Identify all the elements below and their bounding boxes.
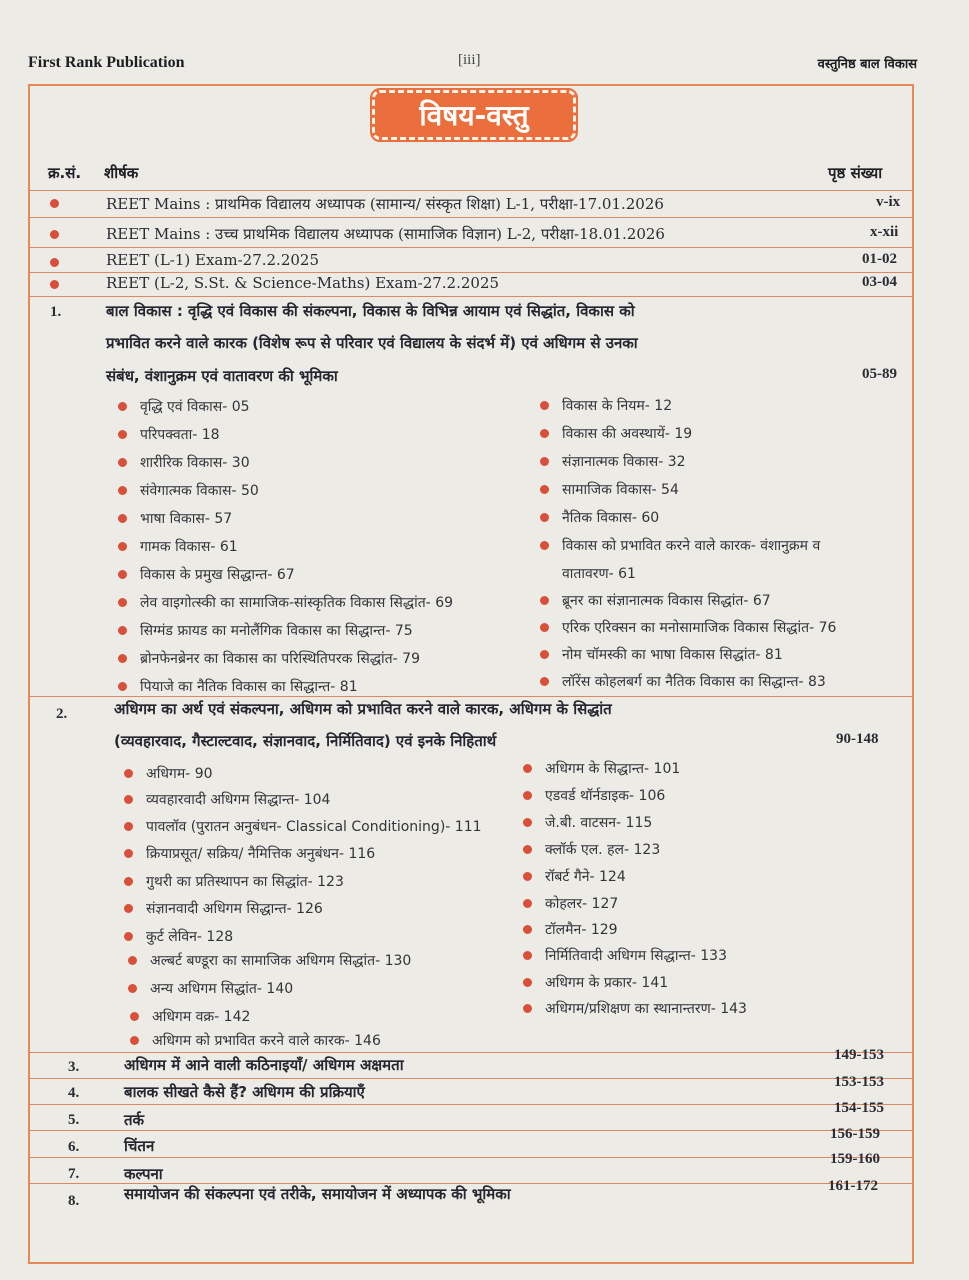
- bullet-icon: [540, 513, 549, 522]
- page-header: [28, 50, 917, 78]
- list-item: ब्रूनर का संज्ञानात्मक विकास सिद्धांत- 67: [562, 591, 771, 610]
- list-item: लॉरेंस कोहलबर्ग का नैतिक विकास का सिद्धान्त- 83: [562, 672, 826, 691]
- bullet-icon: [124, 877, 133, 886]
- list-item: अल्बर्ट बण्डूरा का सामाजिक अधिगम सिद्धांत- 130: [150, 951, 411, 970]
- bullet-icon: [540, 541, 549, 550]
- list-item: व्यवहारवादी अधिगम सिद्धान्त- 104: [146, 790, 330, 809]
- bullet-icon: [124, 904, 133, 913]
- list-item: एडवर्ड थॉर्नडाइक- 106: [545, 786, 665, 805]
- bullet-icon: [118, 458, 127, 467]
- bullet-icon: [118, 402, 127, 411]
- bullet-icon: [523, 845, 532, 854]
- bullet-icon: [523, 818, 532, 827]
- list-item: विकास के प्रमुख सिद्धान्त- 67: [140, 565, 295, 584]
- list-item: कोहलर- 127: [545, 894, 618, 913]
- chapter-title-line: प्रभावित करने वाले कारक (विशेष रूप से परिवार एवं विद्यालय के संदर्भ में) एवं अधिगम से उनका: [106, 334, 638, 352]
- list-item-continuation: वातावरण- 61: [562, 566, 636, 582]
- publisher-name: First Rank Publication: [28, 54, 185, 71]
- exam-title: REET Mains : प्राथमिक विद्यालय अध्यापक (सामान्य/ संस्कृत शिक्षा) L-1, परीक्षा-17.01.2026: [106, 195, 664, 213]
- list-item: पावलॉव (पुरातन अनुबंधन- Classical Conditioning)- 111: [146, 817, 482, 836]
- exam-page: x-xii: [870, 224, 899, 240]
- chapter-number: 1.: [50, 304, 62, 320]
- list-item: अधिगम के सिद्धान्त- 101: [545, 759, 680, 778]
- bullet-icon: [118, 598, 127, 607]
- bullet-icon: [124, 822, 133, 831]
- bullet-icon: [130, 1036, 139, 1045]
- bullet-icon: [128, 984, 137, 993]
- bullet-icon: [118, 626, 127, 635]
- bullet-icon: [118, 654, 127, 663]
- chapter-number: 4.: [68, 1085, 80, 1101]
- chapter-title-line: अधिगम का अर्थ एवं संकल्पना, अधिगम को प्रभावित करने वाले कारक, अधिगम के सिद्धांत: [114, 700, 612, 718]
- bullet-icon: [124, 849, 133, 858]
- list-item: संवेगात्मक विकास- 50: [140, 481, 259, 500]
- chapter-page: 149-153: [834, 1047, 884, 1063]
- list-item: वृद्धि एवं विकास- 05: [140, 397, 250, 416]
- list-item: विकास के नियम- 12: [562, 396, 672, 415]
- divider: [30, 1157, 914, 1158]
- list-item: सिग्मंड फ्रायड का मनोलैंगिक विकास का सिद्धान्त- 75: [140, 621, 413, 640]
- chapter-page: 159-160: [830, 1151, 880, 1167]
- list-item: गामक विकास- 61: [140, 537, 238, 556]
- list-item: अधिगम के प्रकार- 141: [545, 973, 668, 992]
- list-item: अधिगम को प्रभावित करने वाले कारक- 146: [152, 1031, 381, 1050]
- bullet-icon: [540, 429, 549, 438]
- chapter-page: 90-148: [836, 731, 879, 747]
- divider: [30, 1130, 914, 1131]
- chapter-page: 153-153: [834, 1074, 884, 1090]
- list-item: पियाजे का नैतिक विकास का सिद्धान्त- 81: [140, 677, 358, 696]
- bullet-icon: [50, 280, 59, 289]
- list-item: संज्ञानवादी अधिगम सिद्धान्त- 126: [146, 899, 323, 918]
- list-item: संज्ञानात्मक विकास- 32: [562, 452, 686, 471]
- chapter-title-line: बाल विकास : वृद्धि एवं विकास की संकल्पना, विकास के विभिन्न आयाम एवं सिद्धांत, विकास को: [106, 302, 635, 320]
- bullet-icon: [118, 430, 127, 439]
- page-number: [iii]: [458, 52, 481, 68]
- exam-page: 03-04: [862, 274, 897, 290]
- list-item: क्रियाप्रसूत/ सक्रिय/ नैमित्तिक अनुबंधन- 116: [146, 844, 375, 863]
- list-item: जे.बी. वाटसन- 115: [545, 813, 652, 832]
- bullet-icon: [540, 596, 549, 605]
- bullet-icon: [523, 978, 532, 987]
- chapter-page: 154-155: [834, 1100, 884, 1116]
- chapter-number: 3.: [68, 1059, 80, 1075]
- column-topic: शीर्षक: [104, 164, 139, 182]
- chapter-page: 05-89: [862, 366, 897, 382]
- bullet-icon: [540, 485, 549, 494]
- chapter-title: समायोजन की संकल्पना एवं तरीके, समायोजन में अध्यापक की भूमिका: [124, 1185, 511, 1203]
- exam-page: 01-02: [862, 251, 897, 267]
- bullet-icon: [523, 899, 532, 908]
- exam-title: REET (L-2, S.St. & Science-Maths) Exam-27.2.2025: [106, 274, 500, 292]
- bullet-icon: [540, 650, 549, 659]
- bullet-icon: [124, 795, 133, 804]
- divider: [30, 1052, 914, 1053]
- divider: [30, 247, 914, 248]
- bullet-icon: [50, 258, 59, 267]
- bullet-icon: [523, 791, 532, 800]
- chapter-number: 5.: [68, 1112, 80, 1128]
- list-item: निर्मितिवादी अधिगम सिद्धान्त- 133: [545, 946, 727, 965]
- exam-page: v-ix: [876, 194, 901, 210]
- chapter-title-line: संबंध, वंशानुक्रम एवं वातावरण की भूमिका: [106, 367, 338, 385]
- list-item: भाषा विकास- 57: [140, 509, 232, 528]
- bullet-icon: [130, 1012, 139, 1021]
- column-sno: क्र.सं.: [48, 164, 82, 182]
- bullet-icon: [118, 542, 127, 551]
- divider: [30, 696, 914, 697]
- list-item: रॉबर्ट गैने- 124: [545, 867, 626, 886]
- bullet-icon: [128, 956, 137, 965]
- chapter-title: अधिगम में आने वाली कठिनाइयाँ/ अधिगम अक्षमता: [124, 1056, 404, 1074]
- divider: [30, 1104, 914, 1105]
- column-page: पृष्ठ संख्या: [828, 164, 883, 182]
- list-item: गुथरी का प्रतिस्थापन का सिद्धांत- 123: [146, 872, 344, 891]
- bullet-icon: [523, 764, 532, 773]
- bullet-icon: [523, 925, 532, 934]
- list-item: कुर्ट लेविन- 128: [146, 927, 233, 946]
- divider: [30, 272, 914, 273]
- chapter-page: 161-172: [828, 1178, 878, 1194]
- divider: [30, 190, 914, 191]
- bullet-icon: [124, 932, 133, 941]
- bullet-icon: [540, 457, 549, 466]
- list-item: टॉलमैन- 129: [545, 920, 618, 939]
- bullet-icon: [118, 514, 127, 523]
- bullet-icon: [523, 951, 532, 960]
- chapter-page: 156-159: [830, 1126, 880, 1142]
- bullet-icon: [523, 1004, 532, 1013]
- list-item: परिपक्वता- 18: [140, 425, 220, 444]
- exam-title: REET Mains : उच्च प्राथमिक विद्यालय अध्यापक (सामाजिक विज्ञान) L-2, परीक्षा-18.01.2026: [106, 225, 665, 243]
- bullet-icon: [124, 769, 133, 778]
- bullet-icon: [540, 623, 549, 632]
- bullet-icon: [50, 230, 59, 239]
- chapter-number: 6.: [68, 1139, 80, 1155]
- list-item: शारीरिक विकास- 30: [140, 453, 250, 472]
- bullet-icon: [50, 199, 59, 208]
- chapter-number: 7.: [68, 1166, 80, 1182]
- bullet-icon: [118, 486, 127, 495]
- bullet-icon: [540, 677, 549, 686]
- chapter-number: 2.: [56, 706, 68, 722]
- bullet-icon: [118, 682, 127, 691]
- chapter-title-line: (व्यवहारवाद, गैस्टाल्टवाद, संज्ञानवाद, निर्मितिवाद) एवं इनके निहितार्थ: [114, 732, 497, 750]
- chapter-title: कल्पना: [124, 1165, 163, 1183]
- divider: [30, 1078, 914, 1079]
- chapter-title: चिंतन: [124, 1137, 155, 1155]
- bullet-icon: [523, 872, 532, 881]
- list-item: नोम चॉमस्की का भाषा विकास सिद्धांत- 81: [562, 645, 783, 664]
- list-item: अधिगम- 90: [146, 764, 213, 783]
- divider: [30, 217, 914, 218]
- list-item: क्लॉर्क एल. हल- 123: [545, 840, 660, 859]
- book-title: वस्तुनिष्ठ बाल विकास: [817, 57, 917, 72]
- chapter-title: बालक सीखते कैसे हैं? अधिगम की प्रक्रियाएँ: [124, 1083, 365, 1101]
- contents-title: विषय-वस्तु: [372, 90, 576, 140]
- list-item: अधिगम/प्रशिक्षण का स्थानान्तरण- 143: [545, 999, 747, 1018]
- exam-title: REET (L-1) Exam-27.2.2025: [106, 251, 319, 269]
- bullet-icon: [118, 570, 127, 579]
- list-item: नैतिक विकास- 60: [562, 508, 659, 527]
- bullet-icon: [540, 401, 549, 410]
- chapter-title: तर्क: [124, 1111, 145, 1129]
- list-item: विकास को प्रभावित करने वाले कारक- वंशानुक्रम व: [562, 536, 820, 555]
- list-item: सामाजिक विकास- 54: [562, 480, 679, 499]
- divider: [30, 296, 914, 297]
- list-item: ब्रोनफेनब्रेनर का विकास का परिस्थितिपरक सिद्धांत- 79: [140, 649, 420, 668]
- list-item: एरिक एरिक्सन का मनोसामाजिक विकास सिद्धांत- 76: [562, 618, 836, 637]
- chapter-number: 8.: [68, 1193, 80, 1209]
- list-item: अन्य अधिगम सिद्धांत- 140: [150, 979, 293, 998]
- list-item: विकास की अवस्थायें- 19: [562, 424, 692, 443]
- list-item: अधिगम वक्र- 142: [152, 1007, 250, 1026]
- list-item: लेव वाइगोत्स्की का सामाजिक-सांस्कृतिक विकास सिद्धांत- 69: [140, 593, 453, 612]
